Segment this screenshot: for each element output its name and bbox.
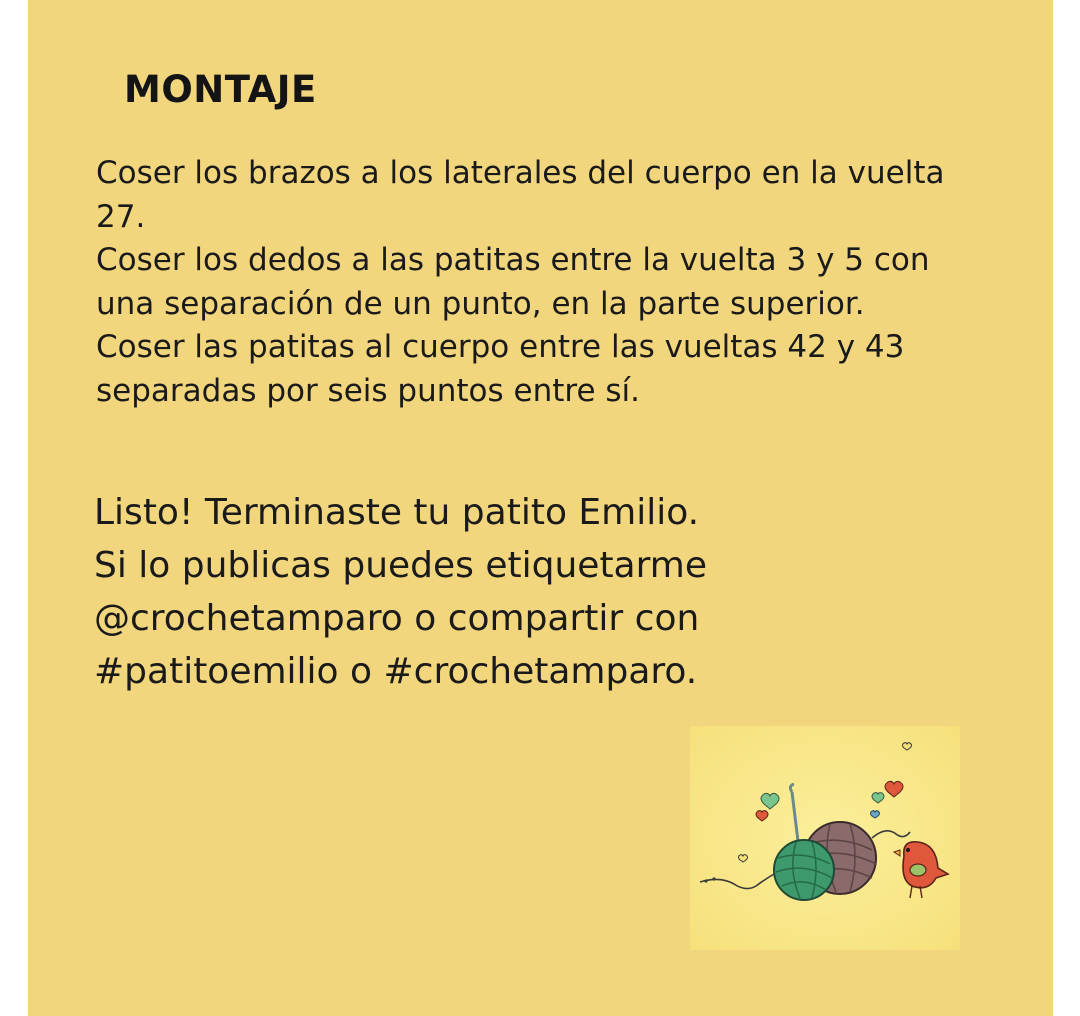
instruction-line: Coser los dedos a las patitas entre la vuelta 3 y 5 con xyxy=(96,242,930,279)
closing-line: Listo! Terminaste tu patito Emilio. xyxy=(94,492,700,533)
yarn-illustration xyxy=(690,726,960,950)
instruction-line: Coser las patitas al cuerpo entre las vueltas 42 y 43 xyxy=(96,329,905,366)
instruction-line: Coser los brazos a los laterales del cuerpo en la vuelta xyxy=(96,155,945,191)
instructions-text xyxy=(96,152,996,414)
instruction-line: 27. xyxy=(96,198,146,235)
social-handle-line: @crochetamparo o compartir con xyxy=(94,598,700,639)
yarn-ball-green-icon xyxy=(774,840,834,900)
section-title: MONTAJE xyxy=(124,68,317,111)
closing-message xyxy=(94,486,994,698)
closing-line: Si lo publicas puedes etiquetarme xyxy=(94,545,708,586)
hashtags-line: #patitoemilio o #crochetamparo. xyxy=(94,651,698,692)
instruction-line: una separación de un punto, en la parte superior. xyxy=(96,285,865,322)
recipe-card xyxy=(28,0,1053,1016)
instruction-line: separadas por seis puntos entre sí. xyxy=(96,372,640,409)
